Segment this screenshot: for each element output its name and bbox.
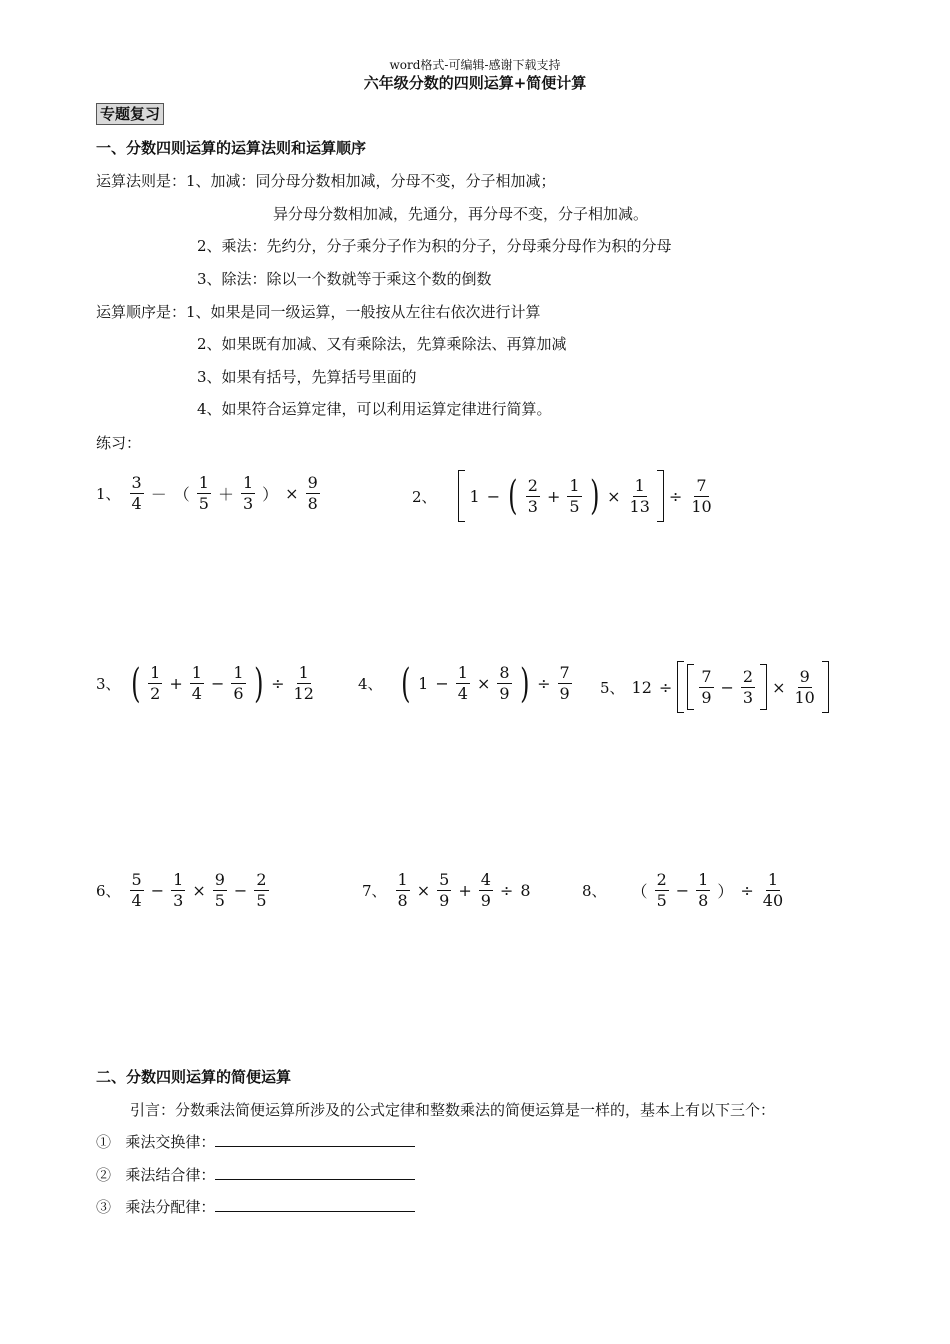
right-paren: )	[519, 660, 530, 707]
law-line: ③ 乘法分配律：	[96, 1196, 415, 1217]
rule-line: 2、乘法：先约分，分子乘分子作为积的分子，分母乘分母作为积的分母	[197, 237, 672, 255]
fraction: $\frac{5}{4}$	[131, 870, 142, 910]
problem-number: 7、	[362, 882, 387, 900]
fraction: $\frac{1}{3}$	[173, 870, 184, 910]
operator: ×	[285, 484, 299, 503]
section2-heading: 二、分数四则运算的简便运算	[96, 1068, 292, 1086]
answer-blank[interactable]	[215, 1165, 415, 1180]
fraction: $\frac{1}{6}$	[233, 663, 244, 703]
fraction: $\frac{2}{5}$	[656, 870, 667, 910]
fraction: $\frac{3}{4}$	[131, 473, 142, 513]
problem-number: 8、	[582, 882, 607, 900]
fraction: $\frac{5}{9}$	[439, 870, 450, 910]
problem-8: 8、 （ $\frac{2}{5}$ − $\frac{1}{8}$ ） ÷ $\frac{1}{40}$	[582, 870, 784, 910]
fraction: $\frac{7}{10}$	[691, 475, 712, 516]
section1-heading: 一、分数四则运算的运算法则和运算顺序	[96, 139, 367, 157]
rule-line: 运算法则是：1、加减：同分母分数相加减，分母不变，分子相加减；	[96, 172, 556, 190]
law-line: ① 乘法交换律：	[96, 1131, 415, 1152]
left-paren: （	[173, 485, 190, 504]
page-title: 六年级分数的四则运算+简便计算	[363, 74, 587, 92]
fraction: $\frac{1}{12}$	[293, 663, 314, 703]
problem-number: 1、	[96, 485, 121, 503]
fraction: $\frac{1}{40}$	[762, 870, 784, 910]
answer-blank[interactable]	[215, 1197, 415, 1212]
problem-number: 6、	[96, 882, 121, 900]
fraction: $\frac{1}{2}$	[150, 663, 161, 703]
problem-5: 5、 12 ÷ $\frac{7}{9}$ − $\frac{2}{3}$ × $\frac{9}{10}$	[600, 661, 829, 713]
operator: ＋	[217, 485, 234, 504]
rule-line: 3、除法：除以一个数就等于乘这个数的倒数	[197, 270, 492, 288]
fraction: $\frac{9}{8}$	[307, 473, 318, 513]
right-paren: )	[589, 473, 600, 519]
fraction: $\frac{9}{10}$	[794, 666, 815, 707]
fraction: $\frac{1}{3}$	[242, 473, 254, 513]
fraction: $\frac{7}{9}$	[701, 666, 712, 707]
page-header-note: word格式-可编辑-感谢下载支持	[389, 58, 561, 72]
fraction: $\frac{8}{9}$	[499, 663, 510, 703]
problem-4: 4、 ( 1 − $\frac{1}{4}$ × $\frac{8}{9}$ ) ÷ $\frac{7}{9}$	[358, 660, 570, 707]
problem-number: 4、	[358, 675, 383, 693]
left-bracket	[458, 470, 465, 522]
order-line: 运算顺序是：1、如果是同一级运算，一般按从左往右依次进行计算	[96, 303, 541, 321]
problem-7: 7、 $\frac{1}{8}$ × $\frac{5}{9}$ + $\frac{4}{9}$ ÷ 8	[362, 870, 531, 910]
fraction: $\frac{1}{4}$	[191, 663, 202, 703]
left-paren: (	[130, 660, 141, 707]
fraction: $\frac{1}{8}$	[698, 870, 709, 910]
problem-1	[96, 473, 322, 514]
problem-6: 6、 $\frac{5}{4}$ − $\frac{1}{3}$ × $\frac{9}{5}$ − $\frac{2}{5}$	[96, 870, 267, 910]
right-bracket	[657, 470, 664, 522]
fraction: $\frac{7}{9}$	[559, 663, 570, 703]
fraction: $\frac{2}{3}$	[742, 666, 754, 707]
left-paren: (	[400, 660, 411, 707]
operator: －	[150, 485, 167, 504]
problem-number: 3、	[96, 675, 121, 693]
problem-2: 2、 1 − ( $\frac{2}{3}$ + $\frac{1}{5}$ ) × $\frac{1}{13}$ ÷ $\frac{7}{10}$	[412, 470, 716, 522]
fraction: $\frac{2}{3}$	[527, 475, 538, 516]
fraction: $\frac{1}{13}$	[629, 475, 650, 516]
order-line: 2、如果既有加减、又有乘除法，先算乘除法、再算加减	[197, 335, 567, 353]
problem-number: 5、	[600, 678, 625, 697]
problem-3: 3、 ( $\frac{1}{2}$ + $\frac{1}{4}$ − $\frac{1}{6}$ ) ÷ $\frac{1}{12}$	[96, 660, 314, 707]
topic-tag: 专题复习	[96, 103, 164, 125]
fraction: $\frac{9}{5}$	[214, 870, 225, 910]
fraction: $\frac{1}{5}$	[198, 473, 209, 513]
inner-left-bracket	[687, 664, 694, 710]
fraction: $\frac{1}{4}$	[457, 663, 468, 703]
law-line: ② 乘法结合律：	[96, 1164, 415, 1185]
fraction: $\frac{2}{5}$	[256, 870, 267, 910]
order-line: 4、如果符合运算定律，可以利用运算定律进行简算。	[197, 400, 552, 418]
fraction: $\frac{1}{8}$	[397, 870, 408, 910]
right-paren: ）	[262, 485, 279, 504]
right-bracket	[822, 661, 829, 713]
inner-right-bracket	[760, 664, 767, 710]
order-line: 3、如果有括号，先算括号里面的	[197, 368, 417, 386]
fraction: $\frac{4}{9}$	[480, 870, 491, 910]
left-bracket	[677, 661, 684, 713]
problem-number: 2、	[412, 487, 437, 506]
right-paren: )	[253, 660, 264, 707]
intro-text: 引言：分数乘法简便运算所涉及的公式定律和整数乘法的简便运算是一样的，基本上有以下三个：	[130, 1101, 776, 1119]
fraction: $\frac{1}{5}$	[569, 475, 580, 516]
left-paren: (	[508, 473, 518, 519]
answer-blank[interactable]	[215, 1132, 415, 1147]
practice-label: 练习：	[96, 434, 142, 452]
rule-line: 异分母分数相加减，先通分，再分母不变，分子相加减。	[273, 205, 649, 223]
